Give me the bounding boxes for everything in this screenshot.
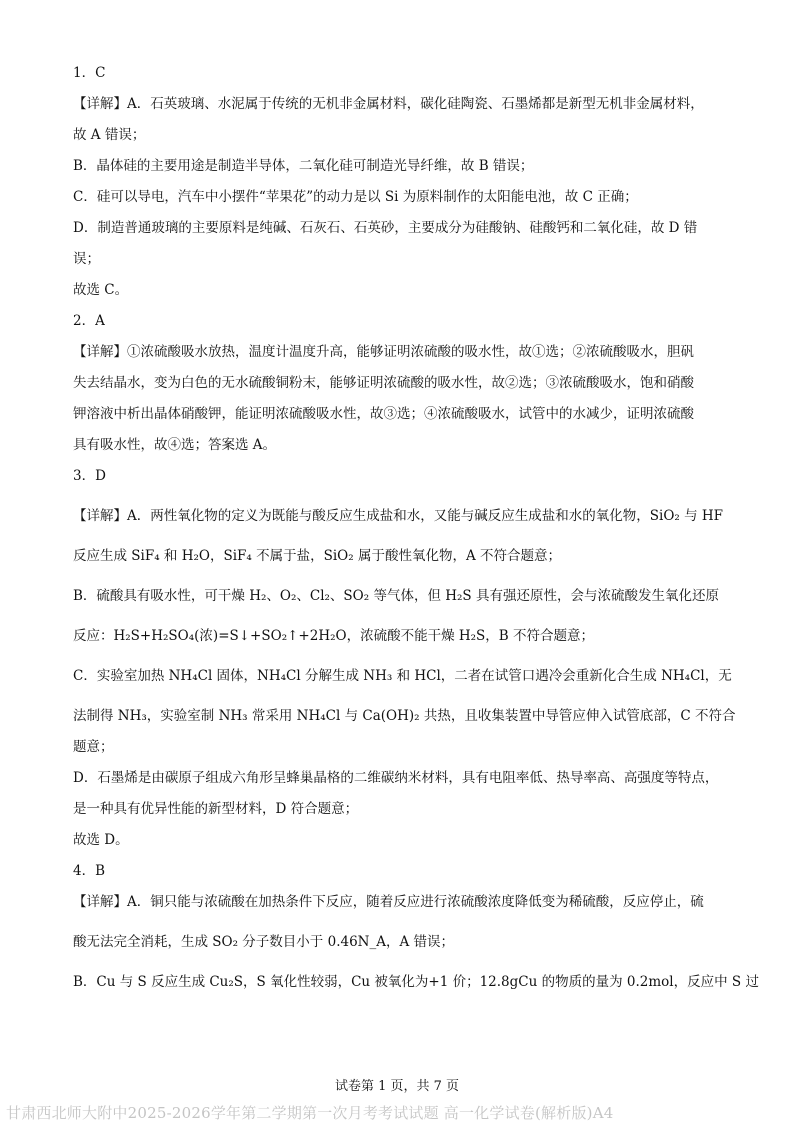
q3-option-b-remark: 浓硫酸不能干燥 H₂S，B 不符合题意； (360, 628, 595, 644)
q2-explanation-line: 钾溶液中析出晶体硝酸钾，能证明浓硫酸吸水性，故③选；④浓硫酸吸水，试管中的水减少，证明浓硫酸 (73, 406, 694, 422)
q1-option-d-cont: 误； (73, 251, 100, 267)
q3-option-c: C．实验室加热 NH₄Cl 固体，NH₄Cl 分解生成 NH₃ 和 HCl，二者在试管口遇冷会重新化合生成 NH₄Cl，无 (73, 668, 732, 684)
q2-number: 2．A (73, 313, 105, 329)
q1-option-c: C．硅可以导电，汽车中小摆件“苹果花”的动力是以 Si 为原料制作的太阳能电池，故 C 正确； (73, 189, 638, 205)
q3-option-d: D．石墨烯是由碳原子组成六角形呈蜂巢晶格的二维碳纳米材料，具有电阻率低、热导率高、高强度等特点， (73, 770, 719, 786)
q4-option-a-cont: 酸无法完全消耗，生成 SO₂ 分子数目小于 0.46N_A，A 错误； (73, 934, 455, 950)
q4-number: 4．B (73, 863, 106, 879)
answer-content (73, 64, 759, 991)
q3-option-b: B．硫酸具有吸水性，可干燥 H₂、O₂、Cl₂、SO₂ 等气体，但 H₂S 具有强还原性，会与浓硫酸发生氧化还原 (73, 588, 719, 604)
q1-explanation-line: 故 A 错误； (73, 127, 146, 143)
q3-option-a: 【详解】A．两性氧化物的定义为既能与酸反应生成盐和水，又能与碱反应生成盐和水的氧化物，SiO₂ 与 HF (73, 508, 724, 524)
q3-option-b-cont (73, 627, 725, 645)
q2-explanation-line: 具有吸水性，故④选；答案选 A。 (73, 437, 277, 453)
q1-explanation-line: 【详解】A．石英玻璃、水泥属于传统的无机非金属材料，碳化硅陶瓷、石墨烯都是新型无机非金属材料， (73, 96, 704, 112)
q3-number: 3．D (73, 468, 106, 484)
q1-conclusion: 故选 C。 (73, 282, 129, 298)
watermark-text: 甘肃西北师大附中2025-2026学年第二学期第一次月考考试试题 高一化学试卷(解析版)A4 (6, 1104, 614, 1122)
q3-option-c-cont: 题意； (73, 739, 114, 755)
q4-option-b: B．Cu 与 S 反应生成 Cu₂S，S 氧化性较弱，Cu 被氧化为+1 价；12.8gCu 的物质的量为 0.2mol，反应中 S 过 (73, 974, 759, 990)
q2-explanation-line: 失去结晶水，变为白色的无水硫酸铜粉末，能够证明浓硫酸的吸水性，故②选；③浓硫酸吸水，饱和硝酸 (73, 375, 694, 391)
q4-option-a: 【详解】A．铜只能与浓硫酸在加热条件下反应，随着反应进行浓硫酸浓度降低变为稀硫酸，反应停止，硫 (73, 894, 704, 910)
q1-number: 1．C (73, 65, 106, 81)
q3-option-c-cont: 法制得 NH₃，实验室制 NH₃ 常采用 NH₄Cl 与 Ca(OH)₂ 共热，且收集装置中导管应伸入试管底部，C 不符合 (73, 708, 736, 724)
q2-explanation-line: 【详解】①浓硫酸吸水放热，温度计温度升高，能够证明浓硫酸的吸水性，故①选；②浓硫酸吸水，胆矾 (73, 344, 694, 360)
q3-option-d-cont: 是一种具有优异性能的新型材料，D 符合题意； (73, 801, 359, 817)
q3-conclusion: 故选 D。 (73, 832, 129, 848)
q3-option-a-cont: 反应生成 SiF₄ 和 H₂O，SiF₄ 不属于盐，SiO₂ 属于酸性氧化物，A 不符合题意； (73, 548, 561, 564)
q1-option-d: D．制造普通玻璃的主要原料是纯碱、石灰石、石英砂，主要成分为硅酸钠、硅酸钙和二氧化硅，故 D 错 (73, 220, 698, 236)
reaction-equation: 反应：H₂S+H₂SO₄(浓)=S↓+SO₂↑+2H₂O， (73, 628, 361, 644)
q1-option-b: B．晶体硅的主要用途是制造半导体，二氧化硅可制造光导纤维，故 B 错误； (73, 158, 534, 174)
page-footer: 试卷第 1 页，共 7 页 (334, 1079, 460, 1094)
